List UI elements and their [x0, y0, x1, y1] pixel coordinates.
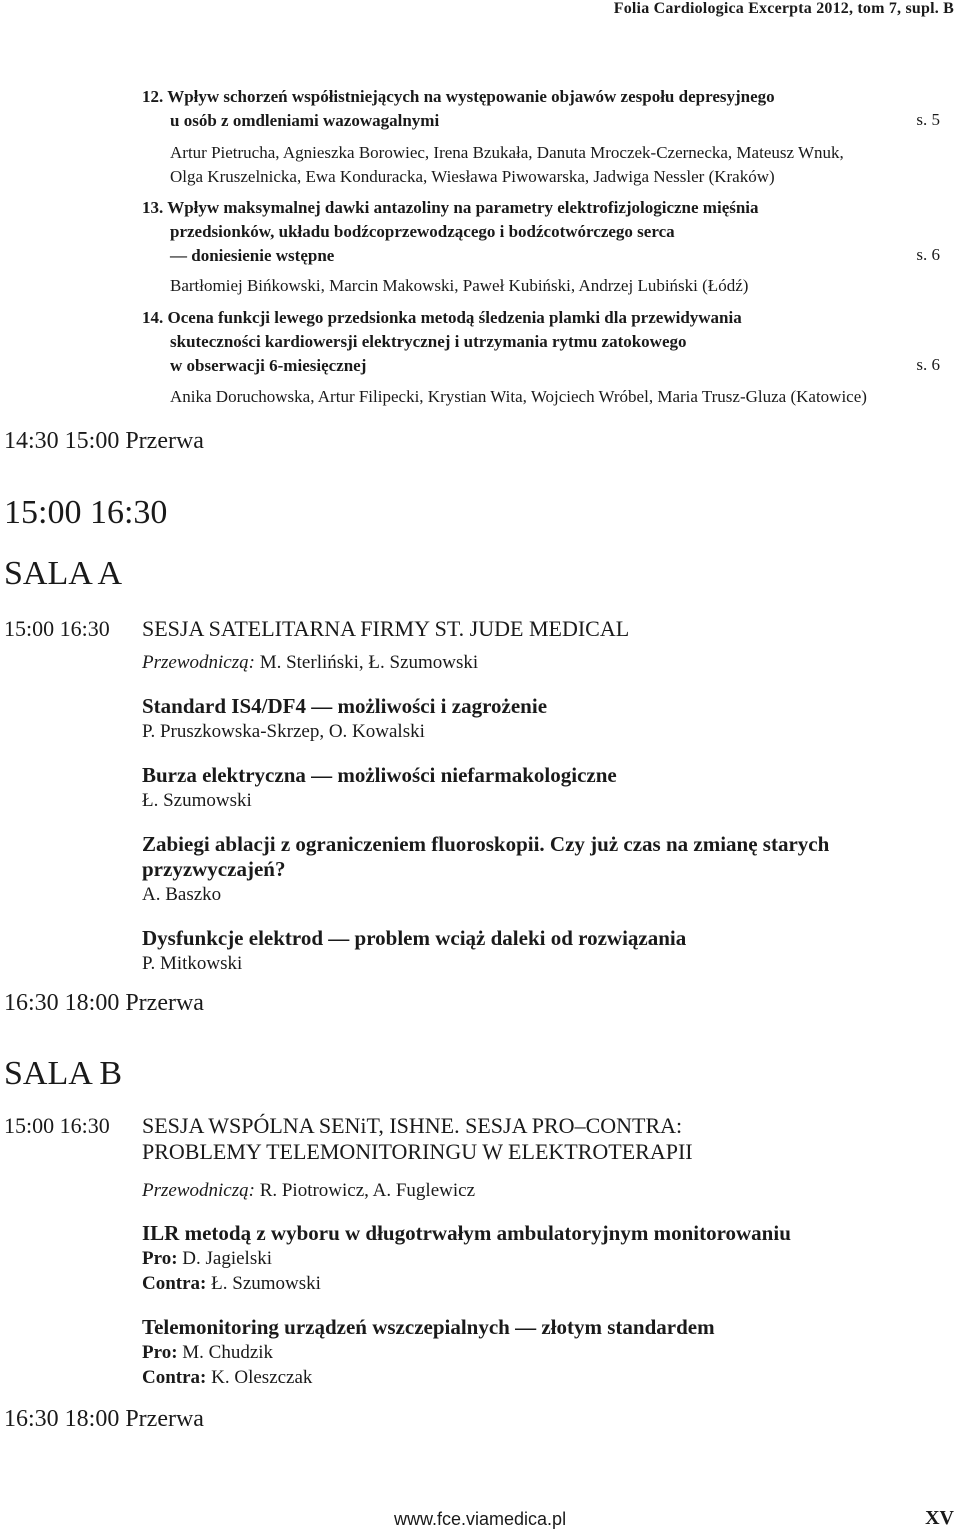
- sala-a-talk-4-author: P. Mitkowski: [142, 953, 243, 974]
- item-12-title-line-1: 12. Wpływ schorzeń współistniejących na występowanie objawów zespołu depresyjnego: [142, 87, 775, 106]
- sala-a-break: 16:30 18:00 Przerwa: [4, 990, 204, 1016]
- journal-header: Folia Cardiologica Excerpta 2012, tom 7, supl. B: [613, 0, 954, 17]
- sala-b-talk-1-pro: [142, 1246, 272, 1271]
- item-14-title-line-1: 14. Ocena funkcji lewego przedsionka metodą śledzenia plamki dla przewidywania: [142, 308, 742, 327]
- sala-b-session-time: 15:00 16:30: [4, 1113, 110, 1138]
- contra-label: Contra:: [142, 1273, 207, 1294]
- sala-b-heading: SALA B: [4, 1055, 123, 1092]
- pro-name: D. Jagielski: [182, 1248, 272, 1269]
- pro-name: M. Chudzik: [182, 1342, 274, 1363]
- item-12-authors-line-1: Artur Pietrucha, Agnieszka Borowiec, Irena Bzukała, Danuta Mroczek-Czernecka, Mateusz Wnuk,: [170, 143, 844, 162]
- sala-b-talk-1-contra: [142, 1271, 321, 1296]
- item-14-title-line-3: w obserwacji 6-miesięcznej: [170, 356, 367, 375]
- item-14-page-ref: s. 6: [916, 355, 940, 374]
- item-13-authors: Bartłomiej Bińkowski, Marcin Makowski, Paweł Kubiński, Andrzej Lubiński (Łódź): [170, 276, 749, 295]
- sala-a-talk-2-author: Ł. Szumowski: [142, 790, 252, 811]
- sala-a-heading: SALA A: [4, 555, 123, 592]
- sala-b-talk-2-title: Telemonitoring urządzeń wszczepialnych — złotym standardem: [142, 1315, 715, 1339]
- sala-a-talk-3-title-line-1: Zabiegi ablacji z ograniczeniem fluoroskopii. Czy już czas na zmianę starych: [142, 832, 830, 856]
- pro-label: Pro:: [142, 1248, 178, 1269]
- sala-a-talk-4-title: Dysfunkcje elektrod — problem wciąż daleki od rozwiązania: [142, 926, 687, 950]
- sala-a-talk-1-author: P. Pruszkowska-Skrzep, O. Kowalski: [142, 721, 425, 742]
- item-12-title-line-2: u osób z omdleniami wazowagalnymi: [170, 111, 440, 130]
- footer-url[interactable]: www.fce.viamedica.pl: [394, 1509, 567, 1529]
- item-13-title-line-2: przedsionków, układu bodźcoprzewodzącego i bodźcotwórczego serca: [170, 222, 675, 241]
- sala-a-chairs-names: M. Sterliński, Ł. Szumowski: [259, 652, 479, 673]
- time-block-heading: 15:00 16:30: [4, 494, 168, 531]
- sala-b-talk-2-pro: [142, 1340, 273, 1365]
- item-14-title-line-2: skuteczności kardiowersji elektrycznej i utrzymania rytmu zatokowego: [170, 332, 687, 351]
- contra-name: Ł. Szumowski: [211, 1273, 321, 1294]
- sala-b-talk-1-title: ILR metodą z wyboru w długotrwałym ambulatoryjnym monitorowaniu: [142, 1221, 791, 1245]
- sala-b-chairs-names: R. Piotrowicz, A. Fuglewicz: [259, 1180, 475, 1201]
- item-12-authors-line-2: Olga Kruszelnicka, Ewa Konduracka, Wiesława Piwowarska, Jadwiga Nessler (Kraków): [170, 167, 775, 186]
- page-number: XV: [925, 1507, 954, 1529]
- sala-a-talk-3-title-line-2: przyzwyczajeń?: [142, 857, 286, 881]
- item-14-authors: Anika Doruchowska, Artur Filipecki, Krystian Wita, Wojciech Wróbel, Maria Trusz-Gluza (Katowice): [170, 387, 867, 406]
- item-13-title-line-3: — doniesienie wstępne: [170, 246, 335, 265]
- sala-a-session-time: 15:00 16:30: [4, 616, 110, 641]
- sala-b-break: 16:30 18:00 Przerwa: [4, 1406, 204, 1432]
- sala-b-talk-2-contra: [142, 1365, 312, 1390]
- pro-label: Pro:: [142, 1342, 178, 1363]
- sala-a-chairs: [142, 652, 478, 674]
- sala-a-talk-3-author: A. Baszko: [142, 884, 222, 905]
- contra-label: Contra:: [142, 1367, 207, 1388]
- sala-b-chairs-label: Przewodniczą:: [142, 1180, 255, 1201]
- sala-b-session-title-line-1: SESJA WSPÓLNA SENiT, ISHNE. SESJA PRO–CONTRA:: [142, 1113, 683, 1138]
- sala-b-session-title-line-2: PROBLEMY TELEMONITORINGU W ELEKTROTERAPII: [142, 1139, 693, 1164]
- sala-a-talk-2-title: Burza elektryczna — możliwości niefarmakologiczne: [142, 763, 617, 787]
- sala-b-chairs: [142, 1180, 475, 1202]
- sala-a-chairs-label: Przewodniczą:: [142, 652, 255, 673]
- contra-name: K. Oleszczak: [211, 1367, 313, 1388]
- sala-a-session-title: SESJA SATELITARNA FIRMY ST. JUDE MEDICAL: [142, 616, 630, 641]
- item-12-page-ref: s. 5: [916, 110, 940, 129]
- sala-a-talk-1-title: Standard IS4/DF4 — możliwości i zagrożenie: [142, 694, 548, 718]
- item-13-title-line-1: 13. Wpływ maksymalnej dawki antazoliny na parametry elektrofizjologiczne mięśnia: [142, 198, 759, 217]
- break-1: 14:30 15:00 Przerwa: [4, 428, 204, 454]
- item-13-page-ref: s. 6: [916, 245, 940, 264]
